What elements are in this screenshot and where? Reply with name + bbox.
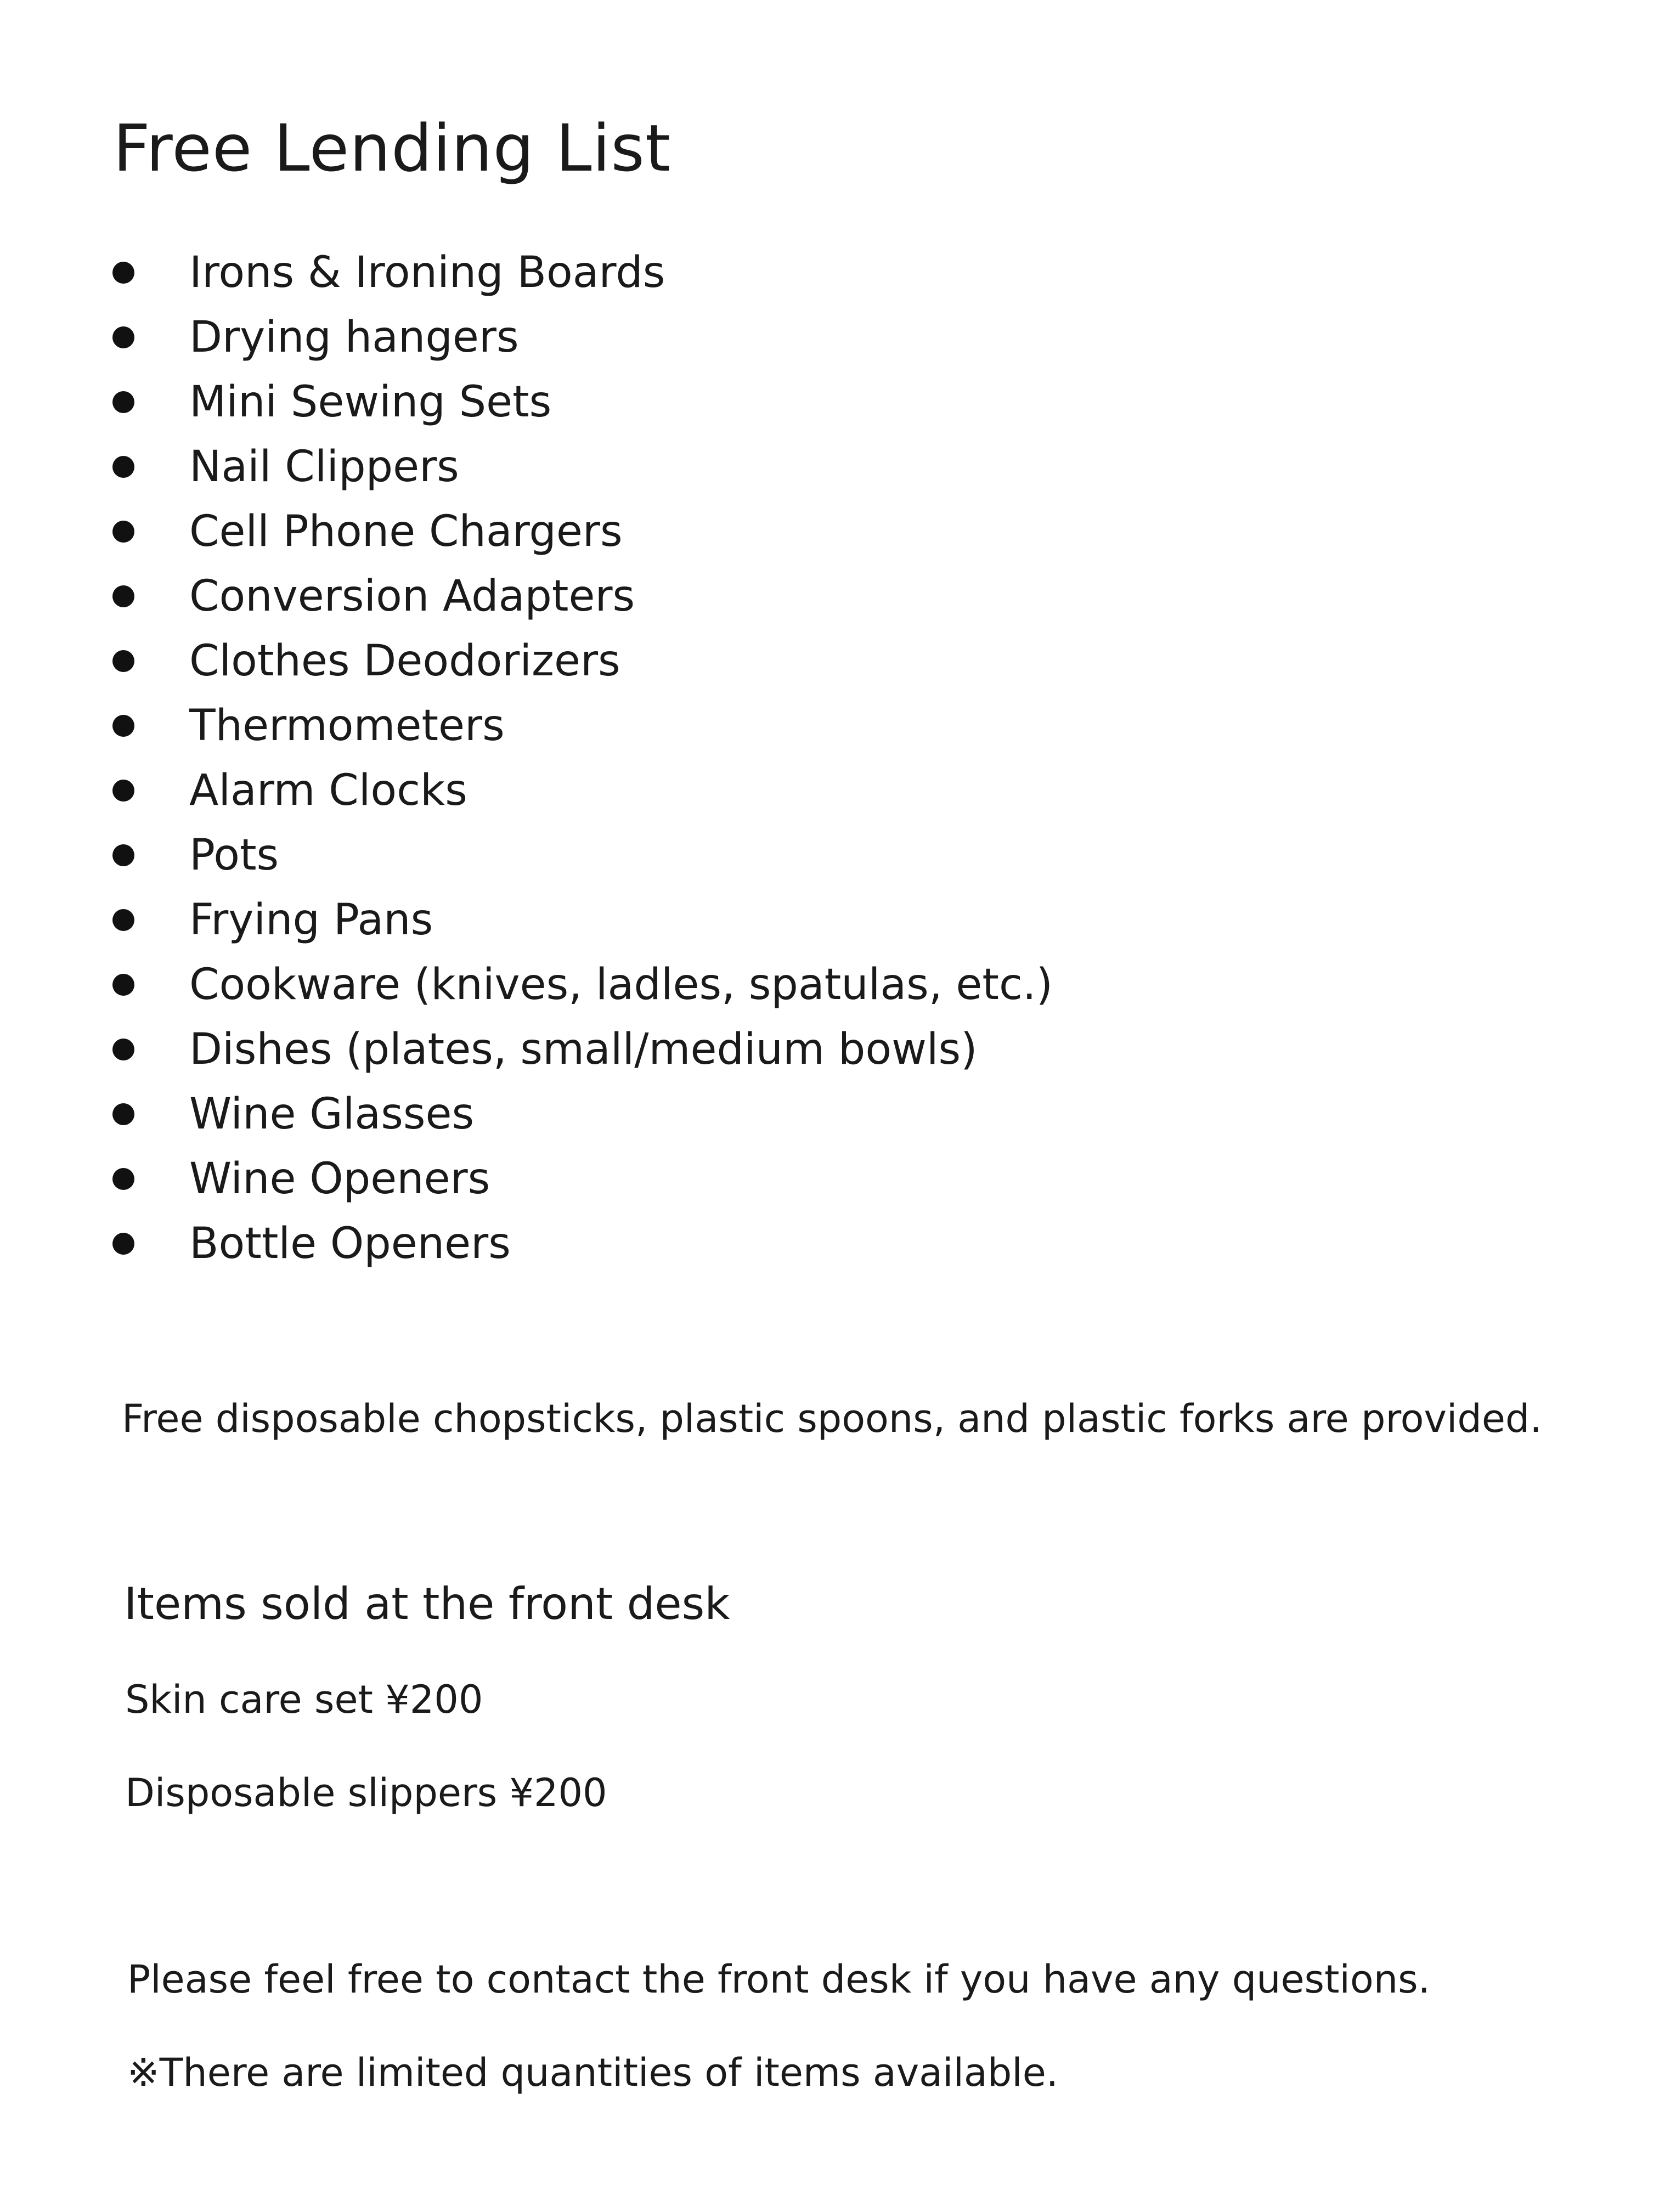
list-item (112, 370, 1429, 435)
bullet-icon (112, 974, 134, 996)
list-item (112, 435, 1429, 499)
list-item (112, 305, 1429, 370)
bullet-icon (112, 1103, 134, 1125)
bullet-icon (112, 456, 134, 478)
bullet-icon (112, 262, 134, 284)
disposables-note: Free disposable chopsticks, plastic spoons, and plastic forks are provided. (122, 1396, 1542, 1441)
bullet-icon (112, 391, 134, 413)
list-item-label: Cell Phone Chargers (189, 507, 623, 556)
bullet-icon (112, 844, 134, 866)
list-item-label: Thermometers (189, 701, 505, 751)
list-item (112, 888, 1429, 952)
list-item-label: Dishes (plates, small/medium bowls) (189, 1025, 978, 1074)
list-item (112, 499, 1429, 564)
list-item-label: Conversion Adapters (189, 572, 635, 621)
sold-item: Skin care set ¥200 (125, 1677, 483, 1722)
bullet-icon (112, 909, 134, 931)
list-item (112, 1017, 1429, 1082)
bullet-icon (112, 780, 134, 802)
sold-item: Disposable slippers ¥200 (125, 1770, 607, 1815)
bullet-icon (112, 1233, 134, 1255)
bullet-icon (112, 326, 134, 348)
list-item-label: Mini Sewing Sets (189, 377, 552, 427)
bullet-icon (112, 585, 134, 607)
list-item-label: Frying Pans (189, 895, 433, 945)
list-item-label: Irons & Ironing Boards (189, 248, 665, 297)
list-item (112, 240, 1429, 305)
bullet-icon (112, 650, 134, 672)
list-item-label: Wine Glasses (189, 1090, 475, 1139)
list-item-label: Wine Openers (189, 1154, 490, 1204)
list-item (112, 1211, 1429, 1276)
list-item-label: Cookware (knives, ladles, spatulas, etc.) (189, 960, 1053, 1009)
list-item (112, 823, 1429, 888)
list-item (112, 1082, 1429, 1147)
page-title: Free Lending List (113, 110, 672, 186)
bullet-icon (112, 1039, 134, 1060)
bullet-icon (112, 1168, 134, 1190)
list-item (112, 693, 1429, 758)
list-item-label: Alarm Clocks (189, 766, 467, 815)
list-item (112, 758, 1429, 823)
list-item (112, 629, 1429, 693)
contact-note: Please feel free to contact the front desk if you have any questions. (127, 1957, 1430, 2002)
lending-items-list (112, 240, 1429, 1276)
list-item-label: Clothes Deodorizers (189, 636, 620, 686)
list-item-label: Bottle Openers (189, 1219, 511, 1268)
list-item-label: Nail Clippers (189, 442, 459, 492)
front-desk-heading: Items sold at the front desk (124, 1578, 730, 1629)
list-item (112, 952, 1429, 1017)
bullet-icon (112, 715, 134, 737)
limited-quantity-note: ※There are limited quantities of items available. (127, 2050, 1059, 2095)
bullet-icon (112, 521, 134, 543)
list-item (112, 1147, 1429, 1211)
list-item-label: Pots (189, 831, 279, 880)
list-item (112, 564, 1429, 629)
list-item-label: Drying hangers (189, 313, 519, 362)
